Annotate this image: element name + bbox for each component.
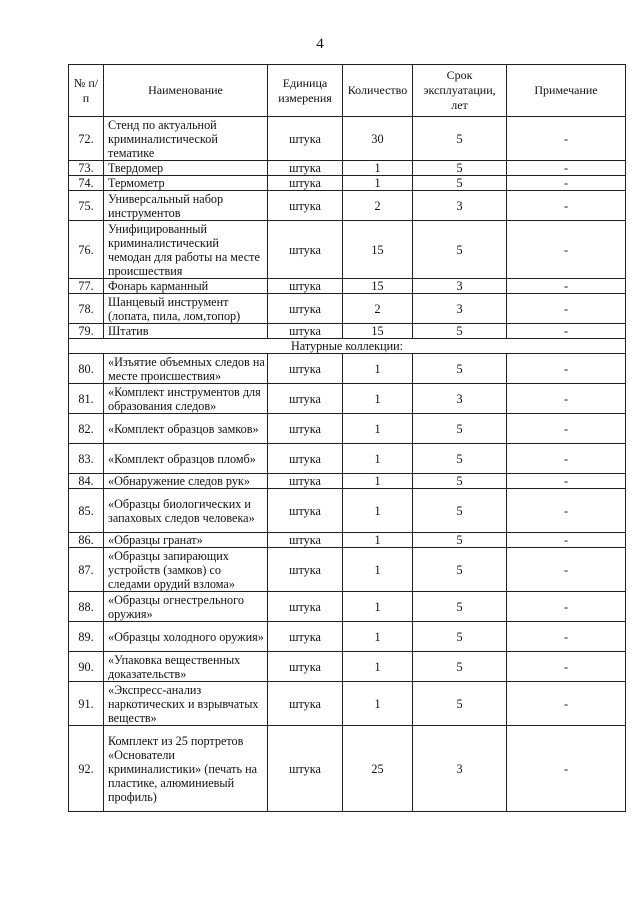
cell-qty: 1 [343, 176, 413, 191]
cell-life: 5 [413, 221, 507, 279]
cell-num: 72. [69, 117, 104, 161]
cell-num: 74. [69, 176, 104, 191]
cell-life: 5 [413, 622, 507, 652]
cell-name: Штатив [104, 324, 268, 339]
cell-life: 3 [413, 384, 507, 414]
cell-unit: штука [268, 161, 343, 176]
cell-note: - [507, 726, 626, 812]
cell-note: - [507, 548, 626, 592]
cell-num: 87. [69, 548, 104, 592]
table-row [69, 161, 626, 176]
cell-unit: штука [268, 474, 343, 489]
cell-note: - [507, 533, 626, 548]
cell-note: - [507, 221, 626, 279]
cell-qty: 1 [343, 354, 413, 384]
table-row [69, 117, 626, 161]
cell-note: - [507, 294, 626, 324]
section-row [69, 339, 626, 354]
section-title: Натурные коллекции: [69, 339, 626, 354]
header-note: Примечание [507, 65, 626, 117]
cell-unit: штука [268, 592, 343, 622]
cell-name: Стенд по актуальной криминалистической тематике [104, 117, 268, 161]
cell-life: 3 [413, 294, 507, 324]
cell-name: «Образцы холодного оружия» [104, 622, 268, 652]
cell-name: «Комплект образцов пломб» [104, 444, 268, 474]
cell-note: - [507, 324, 626, 339]
cell-name: Термометр [104, 176, 268, 191]
table-row [69, 622, 626, 652]
cell-unit: штука [268, 279, 343, 294]
cell-life: 5 [413, 324, 507, 339]
cell-name: Универсальный набор инструментов [104, 191, 268, 221]
header-unit: Единица измерения [268, 65, 343, 117]
cell-note: - [507, 354, 626, 384]
cell-unit: штука [268, 622, 343, 652]
table-row [69, 191, 626, 221]
cell-qty: 2 [343, 294, 413, 324]
cell-note: - [507, 161, 626, 176]
table-row [69, 682, 626, 726]
cell-name: «Образцы огнестрельного оружия» [104, 592, 268, 622]
table-row [69, 354, 626, 384]
table-row [69, 548, 626, 592]
equipment-table [68, 64, 626, 812]
cell-note: - [507, 489, 626, 533]
cell-life: 5 [413, 176, 507, 191]
cell-name: Унифицированный криминалистический чемодан для работы на месте происшествия [104, 221, 268, 279]
cell-qty: 1 [343, 161, 413, 176]
header-qty: Количество [343, 65, 413, 117]
cell-life: 5 [413, 161, 507, 176]
cell-life: 5 [413, 682, 507, 726]
cell-name: Фонарь карманный [104, 279, 268, 294]
cell-unit: штука [268, 384, 343, 414]
cell-name: «Образцы гранат» [104, 533, 268, 548]
cell-note: - [507, 176, 626, 191]
table-row [69, 444, 626, 474]
cell-life: 5 [413, 489, 507, 533]
cell-life: 3 [413, 279, 507, 294]
cell-unit: штука [268, 682, 343, 726]
cell-num: 92. [69, 726, 104, 812]
cell-note: - [507, 117, 626, 161]
table-row [69, 533, 626, 548]
table-row [69, 384, 626, 414]
cell-unit: штука [268, 324, 343, 339]
table-row [69, 652, 626, 682]
cell-qty: 1 [343, 533, 413, 548]
cell-name: «Образцы запирающих устройств (замков) со следами орудий взлома» [104, 548, 268, 592]
cell-num: 88. [69, 592, 104, 622]
cell-name: «Комплект инструментов для образования следов» [104, 384, 268, 414]
cell-life: 5 [413, 117, 507, 161]
cell-name: «Изъятие объемных следов на месте происшествия» [104, 354, 268, 384]
cell-qty: 1 [343, 622, 413, 652]
cell-qty: 15 [343, 324, 413, 339]
cell-num: 82. [69, 414, 104, 444]
cell-qty: 1 [343, 384, 413, 414]
cell-note: - [507, 444, 626, 474]
cell-life: 5 [413, 414, 507, 444]
cell-name: «Экспресс-анализ наркотических и взрывчатых веществ» [104, 682, 268, 726]
cell-qty: 1 [343, 652, 413, 682]
cell-qty: 15 [343, 279, 413, 294]
cell-qty: 30 [343, 117, 413, 161]
cell-note: - [507, 191, 626, 221]
cell-unit: штука [268, 191, 343, 221]
cell-num: 85. [69, 489, 104, 533]
cell-name: «Упаковка вещественных доказательств» [104, 652, 268, 682]
header-row [69, 65, 626, 117]
cell-num: 86. [69, 533, 104, 548]
cell-life: 5 [413, 652, 507, 682]
cell-life: 5 [413, 592, 507, 622]
cell-life: 5 [413, 444, 507, 474]
cell-qty: 1 [343, 414, 413, 444]
cell-name: «Комплект образцов замков» [104, 414, 268, 444]
cell-num: 91. [69, 682, 104, 726]
cell-qty: 1 [343, 592, 413, 622]
cell-num: 75. [69, 191, 104, 221]
cell-unit: штука [268, 652, 343, 682]
cell-life: 5 [413, 354, 507, 384]
cell-qty: 1 [343, 489, 413, 533]
cell-qty: 1 [343, 474, 413, 489]
cell-num: 78. [69, 294, 104, 324]
table-row [69, 279, 626, 294]
table-row [69, 489, 626, 533]
cell-name: «Обнаружение следов рук» [104, 474, 268, 489]
cell-note: - [507, 474, 626, 489]
cell-unit: штука [268, 414, 343, 444]
cell-unit: штука [268, 294, 343, 324]
cell-note: - [507, 682, 626, 726]
cell-life: 5 [413, 474, 507, 489]
table-row [69, 324, 626, 339]
cell-unit: штука [268, 726, 343, 812]
cell-num: 90. [69, 652, 104, 682]
cell-name: Шанцевый инструмент (лопата, пила, лом,топор) [104, 294, 268, 324]
header-life: Срок эксплуатации, лет [413, 65, 507, 117]
table-row [69, 726, 626, 812]
cell-qty: 1 [343, 548, 413, 592]
cell-num: 89. [69, 622, 104, 652]
cell-life: 3 [413, 726, 507, 812]
header-num: № п/п [69, 65, 104, 117]
cell-num: 76. [69, 221, 104, 279]
cell-qty: 15 [343, 221, 413, 279]
cell-num: 83. [69, 444, 104, 474]
cell-note: - [507, 414, 626, 444]
table-row [69, 592, 626, 622]
cell-unit: штука [268, 444, 343, 474]
cell-note: - [507, 622, 626, 652]
cell-num: 77. [69, 279, 104, 294]
cell-life: 5 [413, 533, 507, 548]
table-row [69, 414, 626, 444]
table-row [69, 176, 626, 191]
cell-name: «Образцы биологических и запаховых следов человека» [104, 489, 268, 533]
cell-unit: штука [268, 354, 343, 384]
cell-unit: штука [268, 533, 343, 548]
cell-note: - [507, 384, 626, 414]
table-row [69, 474, 626, 489]
cell-qty: 25 [343, 726, 413, 812]
cell-note: - [507, 279, 626, 294]
cell-unit: штука [268, 221, 343, 279]
cell-num: 79. [69, 324, 104, 339]
cell-qty: 1 [343, 682, 413, 726]
cell-unit: штука [268, 176, 343, 191]
page-number: 4 [316, 36, 324, 52]
cell-num: 84. [69, 474, 104, 489]
table-row [69, 294, 626, 324]
header-name: Наименование [104, 65, 268, 117]
cell-qty: 2 [343, 191, 413, 221]
table-row [69, 221, 626, 279]
cell-name: Комплект из 25 портретов «Основатели криминалистики» (печать на пластике, алюминиевый профиль) [104, 726, 268, 812]
cell-qty: 1 [343, 444, 413, 474]
cell-num: 80. [69, 354, 104, 384]
cell-name: Твердомер [104, 161, 268, 176]
cell-note: - [507, 592, 626, 622]
cell-unit: штука [268, 489, 343, 533]
cell-life: 3 [413, 191, 507, 221]
cell-unit: штука [268, 548, 343, 592]
cell-life: 5 [413, 548, 507, 592]
cell-unit: штука [268, 117, 343, 161]
cell-num: 73. [69, 161, 104, 176]
cell-num: 81. [69, 384, 104, 414]
cell-note: - [507, 652, 626, 682]
